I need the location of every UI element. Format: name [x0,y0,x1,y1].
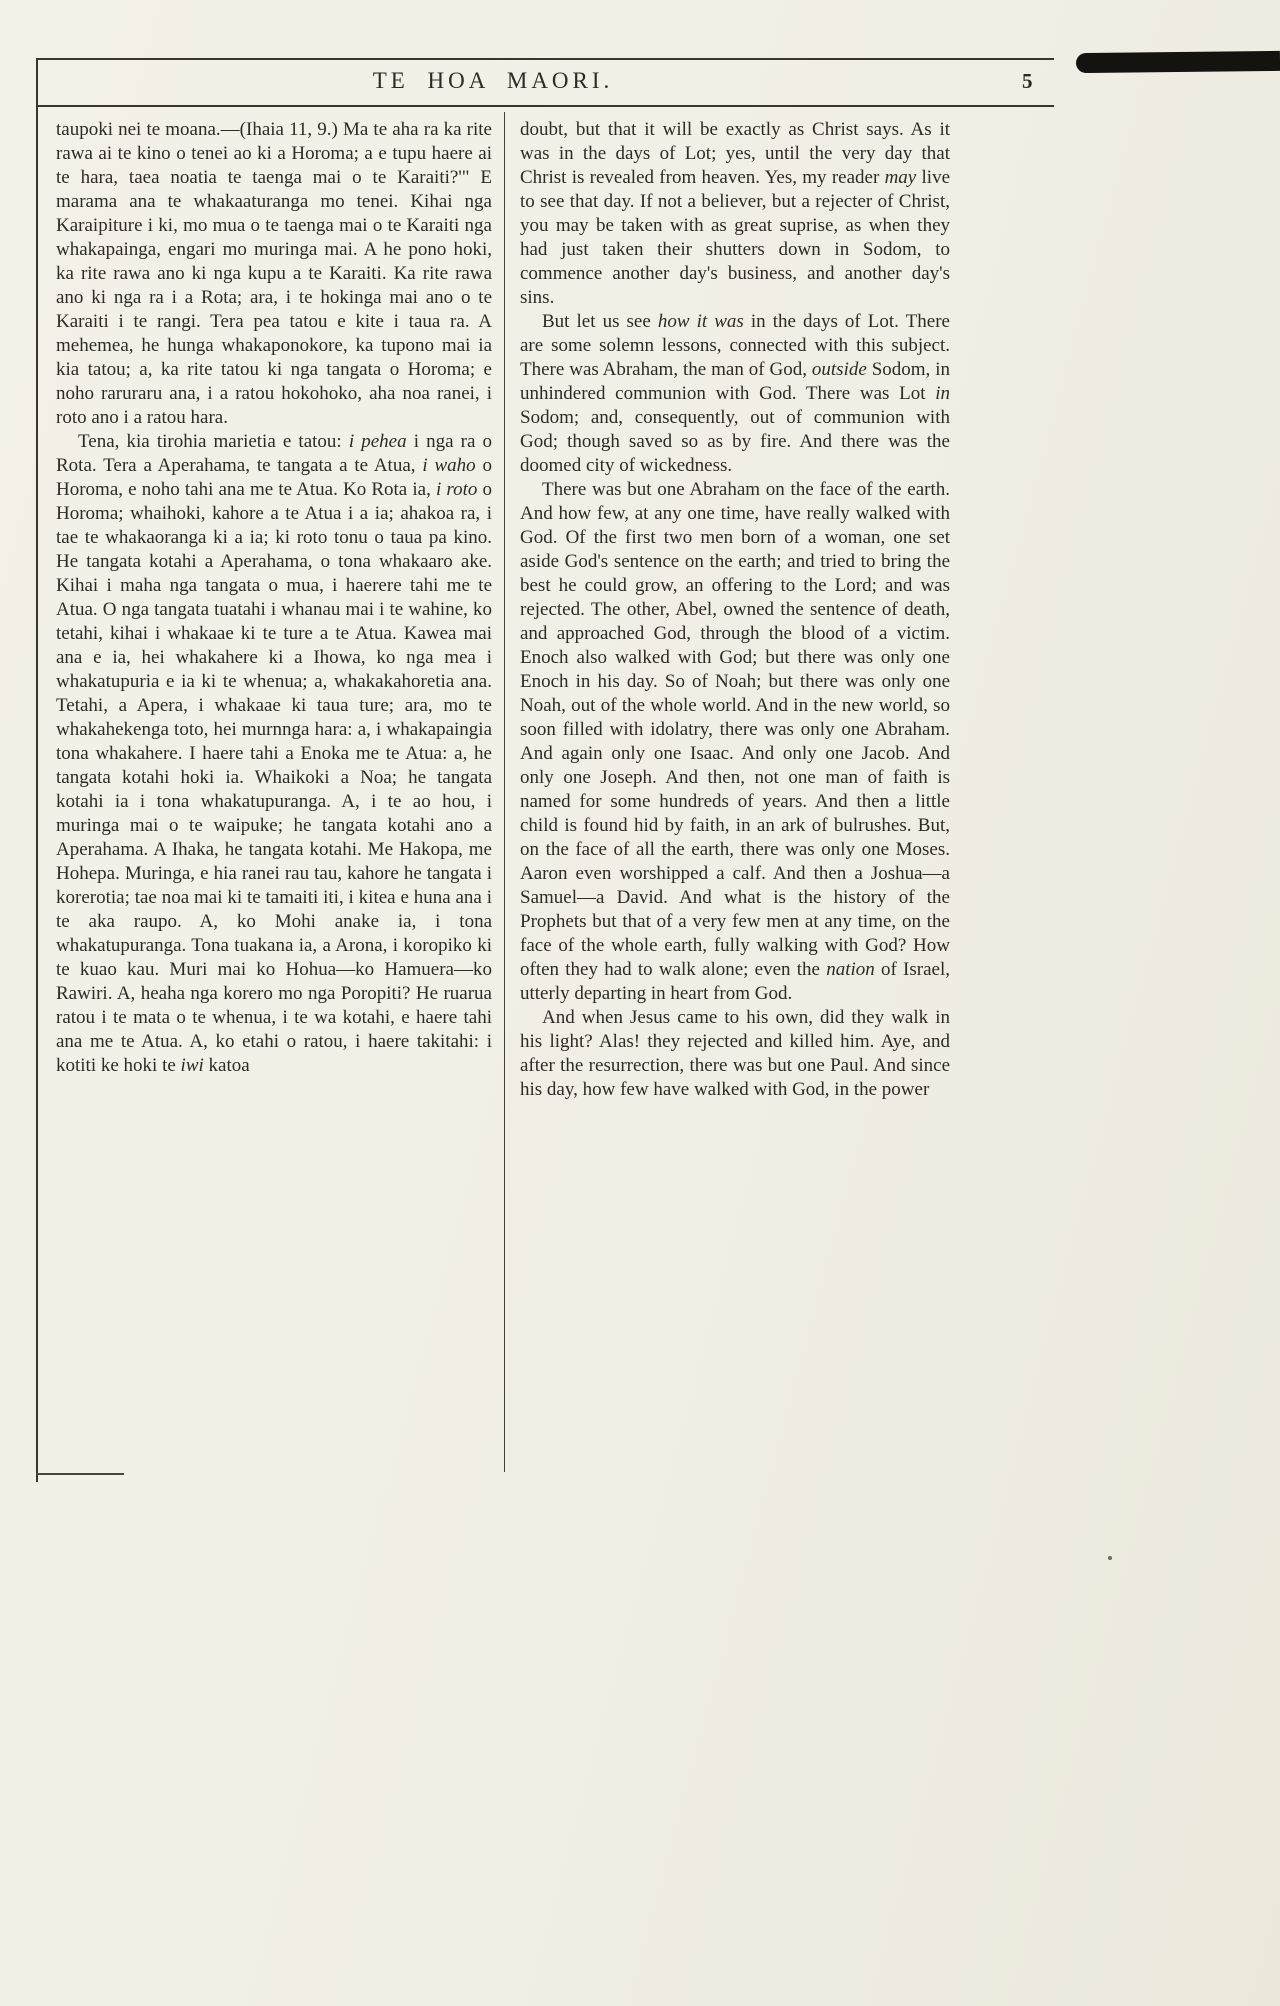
top-rule [36,58,1054,60]
italic-text-run: in [935,383,950,404]
column-divider-rule [504,112,505,1472]
header-rule [36,105,1054,107]
left-border-rule [36,58,38,1482]
paragraph [520,1006,950,1102]
italic-text-run: i pehea [348,431,407,452]
text-run: katoa [203,1055,250,1076]
text-run: taupoki nei te moana.—(Ihaia 11, 9.) Ma te aha ra ka rite rawa ai te kino o tenei ao ki a Horoma; a e tupu haere ai te hara, taea noatia te taenga mai o te Karaiti?'" E marama ana te whakaaturanga mo tenei. Kihai nga Karaipiture i ki, mo mua o te taenga mai o te Karaiti nga whakapainga, engari mo muringa mai. A he pono hoki, ka rite rawa ano ki nga kupu a te Karaiti. Ka rite rawa ano ki nga ra i a Rota; ara, i te hokinga mai ano o te Karaiti i te rangi. Tera pea tatou e kite i taua ra. A mehemea, he hunga whakaponokore, ka tupono mai ia kia tatou; a, ka rite tatou ki nga tangata o Horoma; e noho raruraru ana, i a ratou hokohoko, aha noa ranei, i roto ano i a ratou hara. [56,119,492,428]
italic-text-run: nation [826,959,875,980]
italic-text-run: iwi [180,1055,204,1076]
scan-edge-artifact [1076,51,1280,73]
text-run: doubt, but that it will be exactly as Christ says. As it was in the days of Lot; yes, until the very day that Christ is revealed from heaven. Yes, my reader [520,119,950,188]
right-column-english [520,118,950,1102]
page-header [36,68,950,94]
italic-text-run: i roto [435,479,478,500]
text-run: But let us see [542,311,658,332]
text-run: in the days of Lot. There are some solemn lessons, connected with this subject. There was Abraham, the man of God, [520,311,950,380]
bottom-catch-mark [36,1473,124,1475]
paper-speck [1108,1556,1112,1560]
text-run: Sodom, in unhindered communion with God. There was Lot [520,359,951,404]
italic-text-run: outside [811,359,867,380]
text-run: And when Jesus came to his own, did they walk in his light? Alas! they rejected and killed him. Aye, and after the resurrection, there was but one Paul. And since his day, how few have walked with God, in the power [520,1007,950,1100]
paragraph [520,478,950,1006]
paragraph [520,118,950,310]
text-run: live to see that day. If not a believer, but a rejecter of Christ, you may be taken with as great suprise, as when they had just taken their shutters down in Sodom, to commence another day's business, and another day's sins. [520,167,950,308]
text-run: There was but one Abraham on the face of the earth. And how few, at any one time, have really walked with God. Of the first two men born of a woman, one set aside God's sentence on the earth; and tried to bring the best he could grow, an offering to the Lord; and was rejected. The other, Abel, owned the sentence of death, and approached God, through the blood of a victim. Enoch also walked with God; but there was only one Enoch in his day. So of Noah; but there was only one Noah, out of the whole world. And in the new world, so soon filled with idolatry, there was only one Abraham. And again only one Isaac. And only one Jacob. And only one Joseph. And then, not one man of faith is named for some hundreds of years. And then a little child is found hid by faith, in an ark of bulrushes. But, on the face of all the earth, there was only one Moses. Aaron even worshipped a calf. And then a Joshua—a Samuel—a David. And what is the history of the Prophets but that of a very few men at any time, on the face of the whole earth, fully walking with God? How often they had to walk alone; even the [520,479,950,980]
italic-text-run: may [884,167,917,188]
text-run: i nga ra o Rota. Tera a Aperahama, te tangata a te Atua, [56,431,492,476]
text-run: of Israel, utterly departing in heart from God. [520,959,950,1004]
italic-text-run: i waho [422,455,476,476]
page-number: 5 [1022,69,1033,93]
text-run: o Horoma; whaihoki, kahore a te Atua i a ia; ahakoa ra, i tae te whakaoranga ki a ia; ki roto tonu o taua pa kino. He tangata kotahi a Aperahama, o tona whakaaro ake. Kihai i maha nga tangata o mua, i haerere tahi me te Atua. O nga tangata tuatahi i whanau mai i te wahine, ko tetahi, kihai i whakaae ki te ture a te Atua. Kawea mai ana e ia, hei whakahere ki a Ihowa, ko nga mea i whakatupuria e ia ki te whenua; a, whakakahoretia ana. Tetahi, a Apera, i whakaae ki taua ture; ara, mo te whakahekenga toto, hei murnnga hara: a, i whakapaingia tona whakahere. I haere tahi a Enoka me te Atua: a, he tangata kotahi hoki ia. Whaikoki a Noa; he tangata kotahi ia i tona whakatupuranga. A, i te ao hou, i muringa mai o te waipuke; he tangata kotahi ano a Aperahama. A Ihaka, he tangata kotahi. Me Hakopa, me Hohepa. Muringa, e hia ranei rau tau, kahore he tangata i korerotia; tae noa mai ki te tamaiti iti, i kitea e huna ana i te aka raupo. A, ko Mohi anake ia, i tona whakatupuranga. Tona tuakana ia, a Arona, i koropiko ki te kuao kau. Muri mai ko Hohua—ko Hamuera—ko Rawiri. A, heaha nga korero mo nga Poropiti? He ruarua ratou i te mata o te whenua, i te wa kotahi, e haere tahi ana me te Atua. A, ko etahi o ratou, i haere takitahi: i kotiti ke hoki te [56,479,492,1076]
italic-text-run: how it was [657,311,744,332]
paragraph [520,310,950,478]
paragraph [56,118,492,430]
left-column-maori [56,118,492,1078]
text-run: o Horoma, e noho tahi ana me te Atua. Ko Rota ia, [56,455,493,500]
text-run: Tena, kia tirohia marietia e tatou: [78,431,349,452]
text-run: Sodom; and, consequently, out of communion with God; though saved so as by fire. And there was the doomed city of wickedness. [520,407,950,476]
paragraph [56,430,492,1078]
page-title: TE HOA MAORI. [372,68,614,93]
